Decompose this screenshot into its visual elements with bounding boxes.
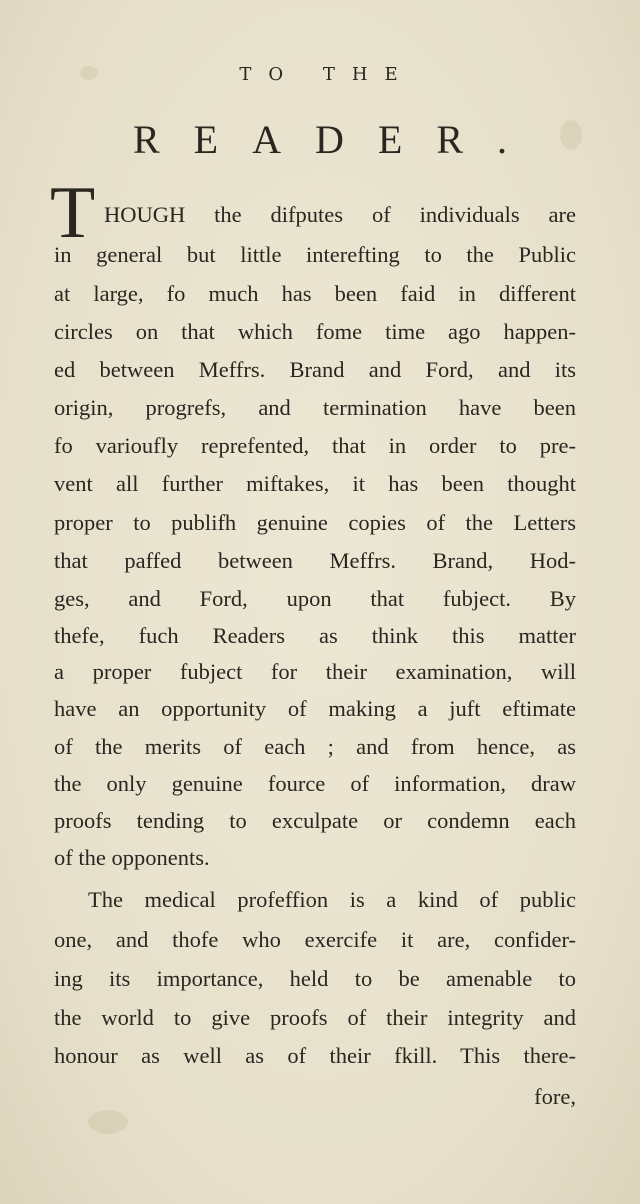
text-line: proofs tending to exculpate or condemn each [54,808,576,833]
text-line: the world to give proofs of their integrity and [54,1005,576,1030]
text-line: honour as well as of their fkill. This there- [54,1043,576,1068]
text-line: at large, fo much has been faid in different [54,281,576,306]
text-line: ed between Meffrs. Brand and Ford, and its [54,357,576,382]
text-line: a proper fubject for their examination, will [54,659,576,684]
text-line: HOUGH the difputes of individuals are [104,202,576,227]
text-line: proper to publifh genuine copies of the Letters [54,510,576,535]
text-line: have an opportunity of making a juft eftimate [54,696,576,721]
paper-stain [88,1110,128,1134]
page-title: READER. [133,117,541,162]
drop-cap: T [50,172,96,254]
text-line: fo varioufly reprefented, that in order to pre- [54,433,576,458]
heading-kicker: TO THE [239,64,415,85]
text-line: The medical profeffion is a kind of public [88,887,576,912]
text-line: the only genuine fource of information, draw [54,771,576,796]
text-line: vent all further miftakes, it has been thought [54,471,576,496]
catchword: fore, [534,1084,576,1109]
text-line: one, and thofe who exercife it are, confider- [54,927,576,952]
text-line: ges, and Ford, upon that fubject. By [54,586,576,611]
text-line: ing its importance, held to be amenable to [54,966,576,991]
text-line: of the opponents. [54,845,210,870]
text-line: thefe, fuch Readers as think this matter [54,623,576,648]
text-line: in general but little interefting to the Public [54,242,576,267]
text-line: of the merits of each ; and from hence, as [54,734,576,759]
text-line: origin, progrefs, and termination have been [54,395,576,420]
text-line: circles on that which fome time ago happen- [54,319,576,344]
text-line: that paffed between Meffrs. Brand, Hod- [54,548,576,573]
